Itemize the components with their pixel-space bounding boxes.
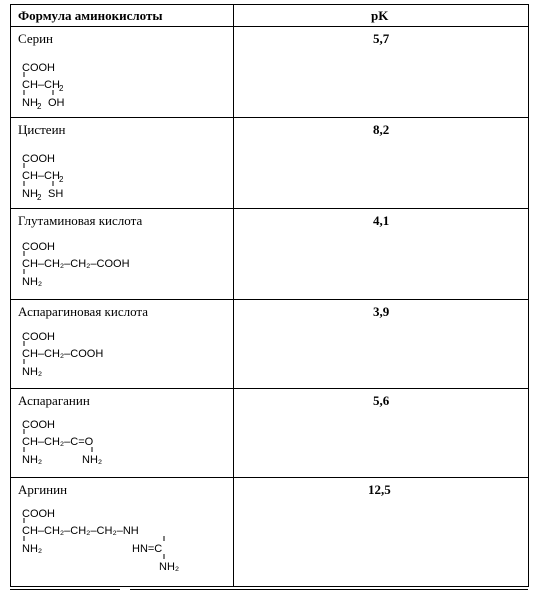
header-pk: pK [371,8,389,23]
pk-value-cysteine: 8,2 [373,122,390,137]
amino-group: NH₂ [22,454,43,466]
pk-value-aspartic: 3,9 [373,304,390,319]
main-chain: CH–CH [22,170,60,182]
terminal-amino-group: NH₂ [159,561,180,573]
carboxyl-group: COOH [22,419,55,431]
arginine-structural-formula [19,507,194,581]
row-divider [11,388,528,389]
row-name-glutamic: Глутаминовая кислота [18,213,143,228]
footer-rule-left [10,589,120,590]
side-group: OH [48,97,65,109]
header-formula: Формула аминокислоты [18,8,163,23]
chain-subscript: 2 [59,84,64,93]
cysteine-structural-formula [19,152,129,202]
main-chain: CH–CH₂–COOH [22,348,104,360]
amino-acid-table [10,4,529,587]
row-name-cysteine: Цистеин [18,122,66,137]
main-chain: CH–CH [22,79,60,91]
main-chain: CH–CH₂–CH₂–CH₂–NH [22,525,139,537]
pk-value-serine: 5,7 [373,31,390,46]
imine-group: HN=C [132,543,163,555]
amino-group: NH₂ [22,366,43,378]
asparagine-structural-formula [19,418,149,468]
row-divider [11,208,528,209]
amino-group: NH₂ [22,543,43,555]
serine-structural-formula [19,61,129,111]
aspartic-acid-structural-formula [19,330,149,380]
amino-group: NH₂ [22,276,43,288]
amino-group: NH [22,97,38,109]
pk-value-asparagine: 5,6 [373,393,390,408]
carboxyl-group: COOH [22,241,55,253]
row-divider [11,117,528,118]
row-name-arginine: Аргинин [18,482,68,497]
carboxyl-group: COOH [22,331,55,343]
side-group: SH [48,188,64,200]
row-divider [11,477,528,478]
glutamic-acid-structural-formula [19,240,179,290]
amino-subscript: 2 [37,193,42,202]
carboxyl-group: COOH [22,508,55,520]
column-divider [233,5,234,586]
row-divider [11,26,528,27]
row-name-serine: Серин [18,31,54,46]
pk-value-arginine: 12,5 [368,482,391,497]
chain-subscript: 2 [59,175,64,184]
carboxyl-group: COOH [22,62,55,74]
footer-rule-right [130,589,528,590]
main-chain: CH–CH₂–C=O [22,436,94,448]
amino-group: NH [22,188,38,200]
main-chain: CH–CH₂–CH₂–COOH [22,258,130,270]
amide-group: NH₂ [82,454,103,466]
amino-subscript: 2 [37,102,42,111]
pk-value-glutamic: 4,1 [373,213,390,228]
row-name-asparagine: Аспараганин [18,393,90,408]
carboxyl-group: COOH [22,153,55,165]
row-divider [11,299,528,300]
row-name-aspartic: Аспарагиновая кислота [18,304,149,319]
